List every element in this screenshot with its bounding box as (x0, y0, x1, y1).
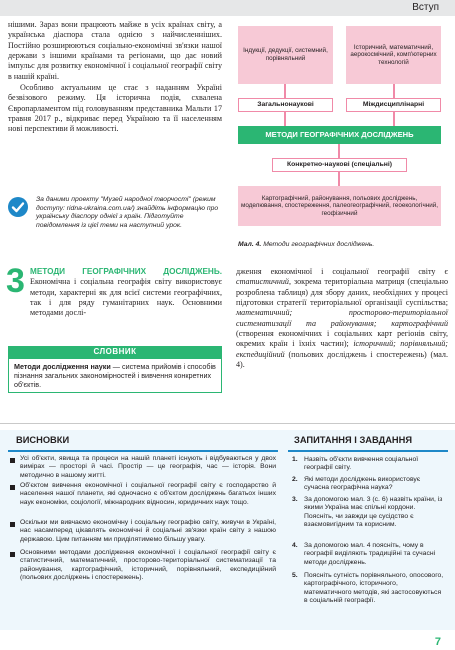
check-circle-icon (8, 197, 28, 217)
methods-text-3: (створення економічних і соціальних карт регіонів світу, окремих країн і їхніх частин); (236, 329, 448, 349)
connector (338, 144, 340, 158)
section-3-text: Економічна і соціальна географія світу використовує методи, характерні як для всієї системи географічних, так і для ряду гуманітарних наук. Основними методами дослі- (30, 277, 222, 318)
bullet-icon (10, 458, 15, 463)
methods-list-2: історичний; порівняльний; експедиційний (236, 339, 448, 359)
question-number: 1. (292, 456, 298, 463)
conclusion-item: Усі об'єкти, явища та процеси на нашій планеті існують і відбуваються у двох вимірах — просторі й часі. Простір — це географія, час — історія. Вони методично в нашому житті. (20, 455, 276, 479)
methods-text-1: дження економічної і соціальної географії світу є (236, 267, 448, 276)
section-3-continuation (236, 267, 448, 370)
diagram-label-inter: Міждисциплінарні (346, 98, 441, 112)
question-text: За допомогою мал. 4 поясніть, чому в географії виділяють традиційні та сучасні методи досліджень. (304, 542, 436, 566)
diagram-label-general: Загальнонаукові (238, 98, 333, 112)
section-3-intro (30, 267, 222, 319)
dictionary-definition: — система прийомів і способів пізнання загальних закономірностей і вивчення конкретних об'єктів. (14, 362, 216, 389)
methods-text-4: (польових досліджень і спостережень) (мал. 4). (236, 349, 448, 370)
paragraph-1: нішими. Зараз вони працюють майже в усіх країнах світу, а українська діаспора стала однією з найчисленніших. Постійно розширюються соціально-економічні зв'язки нашої держави з іншими країнами та регіонами, що дає новий імпульс для розвитку економічної і соціальної географії світу в нашій країні. (8, 20, 222, 81)
methods-list-1: математичний; просторово-територіальної систематизації та районування; картографічний (236, 308, 448, 328)
section-divider (0, 423, 455, 424)
question-number: 2. (292, 476, 298, 483)
diagram-label-specific: Конкретно-наукові (спеціальні) (272, 158, 407, 172)
paragraph-2: Особливо актуальним це стає з наданням Україні безвізового режиму. Ця історична подія, схвалена Європарламентом під головуванням представника Мальти 17 травня 2017 р., відкриває перед Україною та її населенням нові перспективи й можливості. (8, 83, 222, 134)
dictionary-body (8, 358, 222, 393)
caption-text: Методи географічних досліджень. (263, 241, 375, 248)
section-3-title: МЕТОДИ ГЕОГРАФІЧНИХ ДОСЛІДЖЕНЬ. (30, 267, 222, 276)
section-header: Вступ (412, 2, 439, 13)
bullet-icon (10, 522, 15, 527)
question-text: Назвіть об'єкти вивчення соціальної географії світу. (304, 456, 419, 472)
left-column-text (8, 20, 222, 135)
method-statistical: статистичний (236, 277, 289, 287)
connector (338, 172, 340, 186)
connector (284, 112, 286, 126)
dictionary-header: СЛОВНИК (8, 346, 222, 358)
bullet-icon (10, 485, 15, 490)
connector (393, 112, 395, 126)
figure-caption (238, 241, 374, 248)
questions-title: ЗАПИТАННЯ І ЗАВДАННЯ (294, 435, 413, 445)
question-number: 3. (292, 496, 298, 503)
conclusions-rule (8, 450, 278, 452)
question-text: За допомогою мал. 3 (с. 6) назвіть країни, із якими Україна має спільні кордони. Поясніть, чи завжди це сусідство є взаємовигідним та корисним. (304, 496, 443, 529)
bullet-icon (10, 552, 15, 557)
diagram-main-title: МЕТОДИ ГЕОГРАФІЧНИХ ДОСЛІДЖЕНЬ (238, 126, 441, 144)
question-number: 4. (292, 542, 298, 549)
methods-diagram (232, 20, 447, 255)
question-number: 5. (292, 572, 298, 579)
diaspora-note: За даними проекту "Музей народної творчості" (режим доступу: ridna-ukraina.com.ua/) знайдіть інформацію про українську діаспору однієї з країн. Підготуйте повідомлення із цієї теми на наступний урок. (36, 196, 219, 230)
connector (284, 84, 286, 98)
question-text: Поясніть сутність порівняльного, опосового, картографічного, історичного, математичного методів, які застосовуються в соціальній географії. (304, 572, 444, 605)
diagram-box-inter-methods: Історичний, математичний, аерокосмічний, комп'ютерних технологій (346, 26, 441, 84)
header-strip (0, 0, 455, 16)
diagram-box-specific-methods: Картографічний, районування, польових досліджень, моделювання, спостереження, палеогеографічний, геоекологічний, геофізичний (238, 186, 441, 226)
connector (393, 84, 395, 98)
dictionary-term: Методи дослідження науки (14, 362, 111, 371)
caption-label: Мал. 4. (238, 241, 262, 248)
section-number: 3 (6, 262, 25, 300)
page-number: 7 (434, 636, 441, 648)
methods-text-2: , зокрема територіальна матриця (спеціально розроблена таблиця) для збору даних, необхідних у процесі підготовки стратегії територіальної організації суспільства; (236, 277, 448, 308)
conclusion-item: Основними методами дослідження економічної і соціальної географії світу є статистичний, математичний, просторово-територіальної систематизації та районування, картографічний, історичний, порівняльний, експедиційний (польових досліджень і спостережень). (20, 549, 276, 582)
conclusion-item: Оскільки ми вивчаємо економічну і соціальну географію світу, живучи в Україні, нас насамперед цікавлять економічні й соціальні зв'язки країн світу з нашою державою. Цим питанням ми приділятимемо більшу увагу. (20, 519, 276, 543)
questions-rule (288, 450, 448, 452)
conclusions-title: ВИСНОВКИ (16, 435, 70, 445)
question-text: Які методи досліджень використовує сучасна географічна наука? (304, 476, 421, 492)
conclusion-item: Об'єктом вивчення економічної і соціальної географії світу є господарство й населення нашої планети, які одночасно є об'єктом досліджень багатьох інших наук економіки, соціології, міжнародних відносин, юридичних наук тощо. (20, 482, 276, 506)
diagram-box-general-methods: Індукції, дедукції, системний, порівняльний (238, 26, 333, 84)
